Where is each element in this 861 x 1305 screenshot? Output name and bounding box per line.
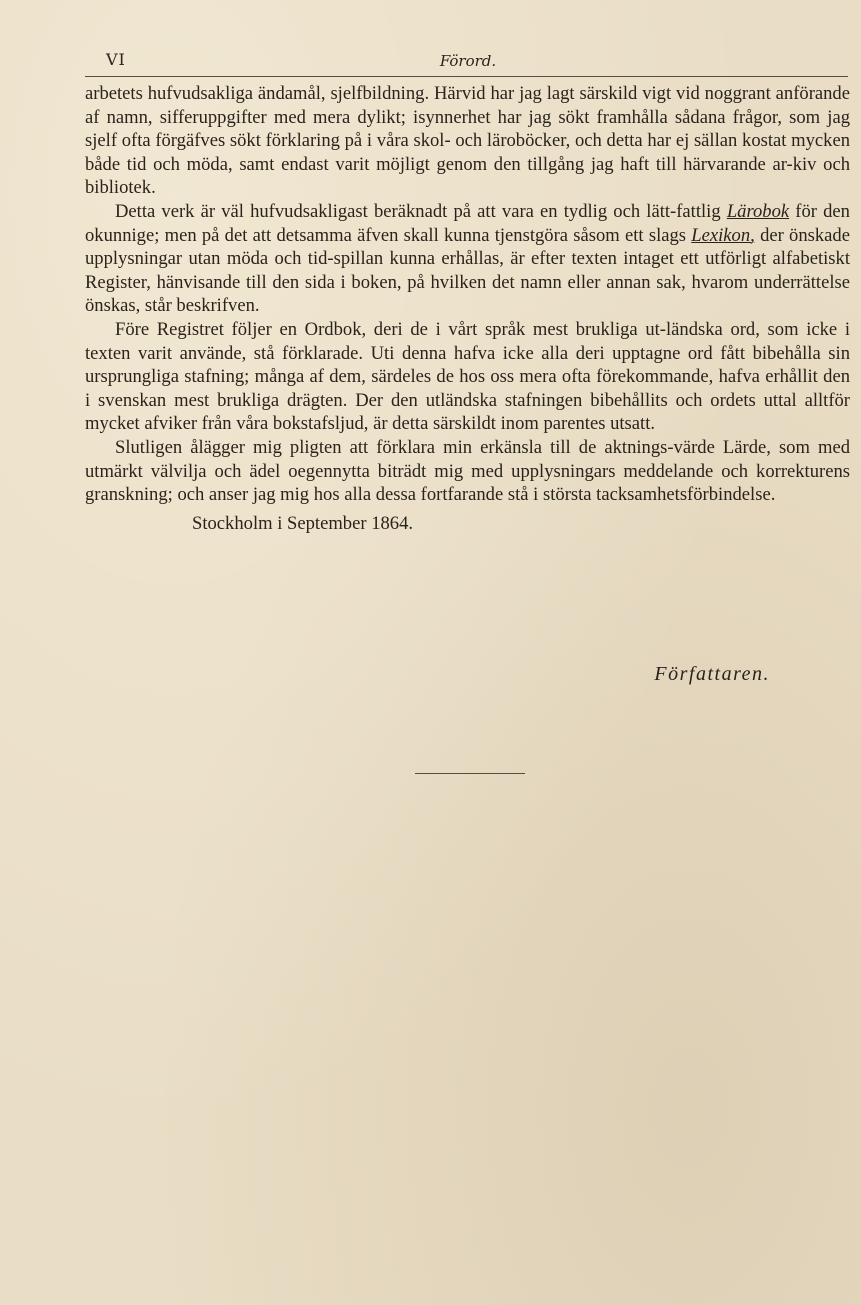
signature: Författaren.: [654, 663, 770, 685]
running-head-title: Förord.: [439, 52, 497, 70]
paragraph-2-text-c: der önskade upplysningar utan möda och tid-spillan kunna erhållas, är efter texten intaget ett utförligt alfabetiskt Register, hänvisande till den sida i boken, på hvilken det namn eller annan sak, hvarom underrättelse önskas, står beskrifven.: [85, 224, 850, 317]
closing-rule: [415, 773, 525, 774]
dateline: Stockholm i September 1864.: [192, 512, 414, 534]
running-head: [85, 50, 851, 74]
paragraph-1-line-4: i våra skol- och läroböcker, och detta har ej sällan kostat mycken både tid och: [85, 130, 850, 175]
page-number: VI: [106, 50, 126, 69]
term-larobok: Lärobok: [726, 200, 790, 222]
paragraph-1-line-6: kiv och bibliotek.: [85, 153, 851, 199]
paragraph-2-text-a: Detta verk är väl hufvudsakligast beräknadt på att vara en tydlig och lätt-fattlig: [115, 200, 721, 222]
paragraph-1-line-1: arbetets hufvudsakliga ändamål, sjelfbildning. Härvid har jag lagt särskild vigt: [85, 83, 672, 104]
paragraph-1: [85, 82, 850, 200]
paragraph-3: Före Registret följer en Ordbok, deri de i vårt språk mest brukliga ut-ländska ord, som icke i texten varit använde, stå förklarade. Uti denna hafva icke alla deri upptagne ord fått bibehålla sin ursprungliga stafning; många af dem, särdeles de hos oss mera ofta förekommande, hafva erhållit den i svenskan mest brukliga drägten. Der den utländska stafningen bibehållits och ordets uttal alltför mycket afviker från våra bokstafsljud, är detta särskildt inom parentes utsatt.: [85, 318, 850, 435]
paragraph-1-line-2: vid noggrant anförande af namn, sifferuppgifter med mera dylikt; isynnerhet har: [85, 83, 850, 128]
paragraph-1-line-5: möda, samt endast varit möjligt genom den tillgång jag haft till härvarande ar-: [186, 153, 793, 175]
paragraph-4: Slutligen ålägger mig pligten att förklara min erkänsla till de aktnings-värde Lärde, som med utmärkt välvilja och ädel oegennytta biträdt mig med upplysningars meddelande och korrekturens granskning; och anser jag mig hos alla dessa fortfarande stå i största tacksamhetsförbindelse.: [85, 436, 850, 506]
paragraph-1-line-3: jag sökt framhålla sådana frågor, som jag sjelf ofta förgäfves sökt förklaring på: [85, 106, 850, 152]
header-rule: [85, 76, 848, 77]
preface-text: [85, 82, 850, 535]
term-lexikon: Lexikon,: [691, 224, 755, 246]
paragraph-2: [85, 200, 850, 318]
paragraph-2-text-b: för den okunnige; men på det att detsamma äfven skall kunna tjenstgöra såsom ett slags: [85, 200, 850, 246]
